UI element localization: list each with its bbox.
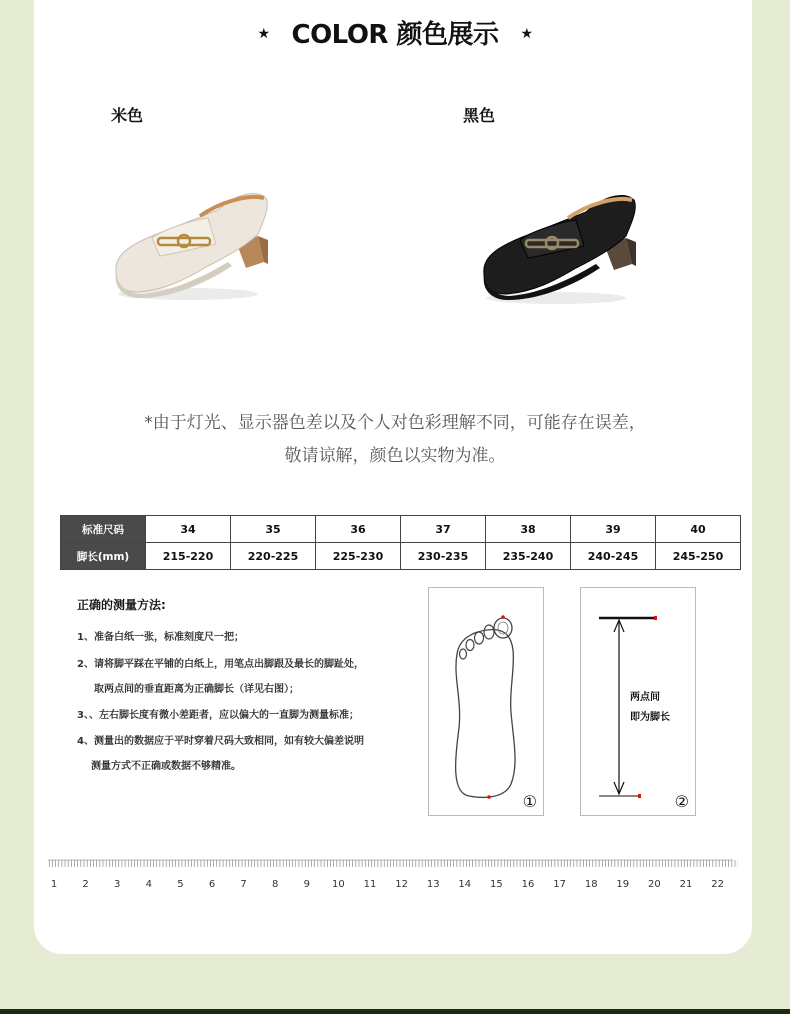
method-step-1: 1、准备白纸一张，标准刻度尺一把； [77,632,244,643]
length-cell: 230-235 [401,543,486,570]
color-label-beige: 米色 [111,106,144,125]
page-title [0,14,790,51]
size-cell: 38 [486,516,571,543]
size-row-label: 标准尺码 [61,516,146,543]
length-cell: 240-245 [571,543,656,570]
length-cell: 245-250 [656,543,741,570]
page-title-text: COLOR 颜色展示 [291,20,499,50]
color-note-line2: 敬请谅解，颜色以实物为准。 [284,446,506,466]
ruler-label: 9 [303,879,310,890]
method-step-2: 2、请将脚平踩在平铺的白纸上，用笔点出脚跟及最长的脚趾处， [77,659,364,670]
ruler-label: 17 [553,879,566,890]
method-title: 正确的测量方法: [77,598,166,612]
star-right-icon: ★ [520,26,533,42]
size-cell: 34 [146,516,231,543]
figure-2-label: ② [674,792,689,811]
method-step-2-cont: 取两点间的垂直距离为正确脚长（详见右图）； [94,684,299,695]
ruler-label: 5 [177,879,184,890]
ruler-label: 21 [679,879,693,890]
size-cell: 35 [231,516,316,543]
measurement-text-1: 两点间 [630,692,660,703]
method-step-4: 4、测量出的数据应于平时穿着尺码大致相同，如有较大偏差说明 [77,736,364,747]
foot-outline-figure [428,587,544,816]
size-table [60,515,741,570]
ruler-label: 12 [395,879,408,890]
ruler-label: 11 [363,879,377,890]
black-shoe-image [476,184,646,308]
ruler-label: 14 [458,879,472,890]
length-row-label: 脚长(mm) [61,543,146,570]
foot-outline-icon [429,588,543,815]
method-step-4-cont: 测量方式不正确或数据不够精准。 [91,761,241,772]
ruler-label: 2 [82,879,89,890]
color-note-line1: *由于灯光、显示器色差以及个人对色彩理解不同，可能存在误差， [144,413,646,433]
bottom-border [0,1009,790,1014]
ruler-label: 20 [648,879,661,890]
ruler-label: 6 [208,879,216,890]
length-cell: 225-230 [316,543,401,570]
size-cell: 39 [571,516,656,543]
length-cell: 235-240 [486,543,571,570]
ruler-label: 22 [711,879,724,890]
length-cell: 220-225 [231,543,316,570]
ruler-label: 19 [616,879,630,890]
length-row [61,543,741,570]
ruler-label: 18 [584,879,598,890]
method-step-3: 3、、左右脚长度有微小差距者，应以偏大的一直脚为测量标准； [77,710,359,721]
ruler-label: 10 [332,879,345,890]
ruler [48,856,738,896]
ruler-label: 13 [426,879,440,890]
ruler-label: 15 [490,879,503,890]
size-cell: 40 [656,516,741,543]
beige-shoe-image [108,182,278,306]
ruler-label: 16 [521,879,535,890]
ruler-label: 8 [272,879,279,890]
measurement-figure [580,587,696,816]
size-cell: 37 [401,516,486,543]
ruler-label: 1 [50,879,58,890]
size-cell: 36 [316,516,401,543]
size-row [61,516,741,543]
figure-1-label: ① [522,792,537,811]
measurement-text-2: 即为脚长 [630,712,670,723]
star-left-icon: ★ [257,26,270,42]
ruler-label: 7 [240,879,247,890]
ruler-label: 4 [145,879,152,890]
color-label-black: 黑色 [463,106,496,125]
length-cell: 215-220 [146,543,231,570]
ruler-label: 3 [114,879,121,890]
